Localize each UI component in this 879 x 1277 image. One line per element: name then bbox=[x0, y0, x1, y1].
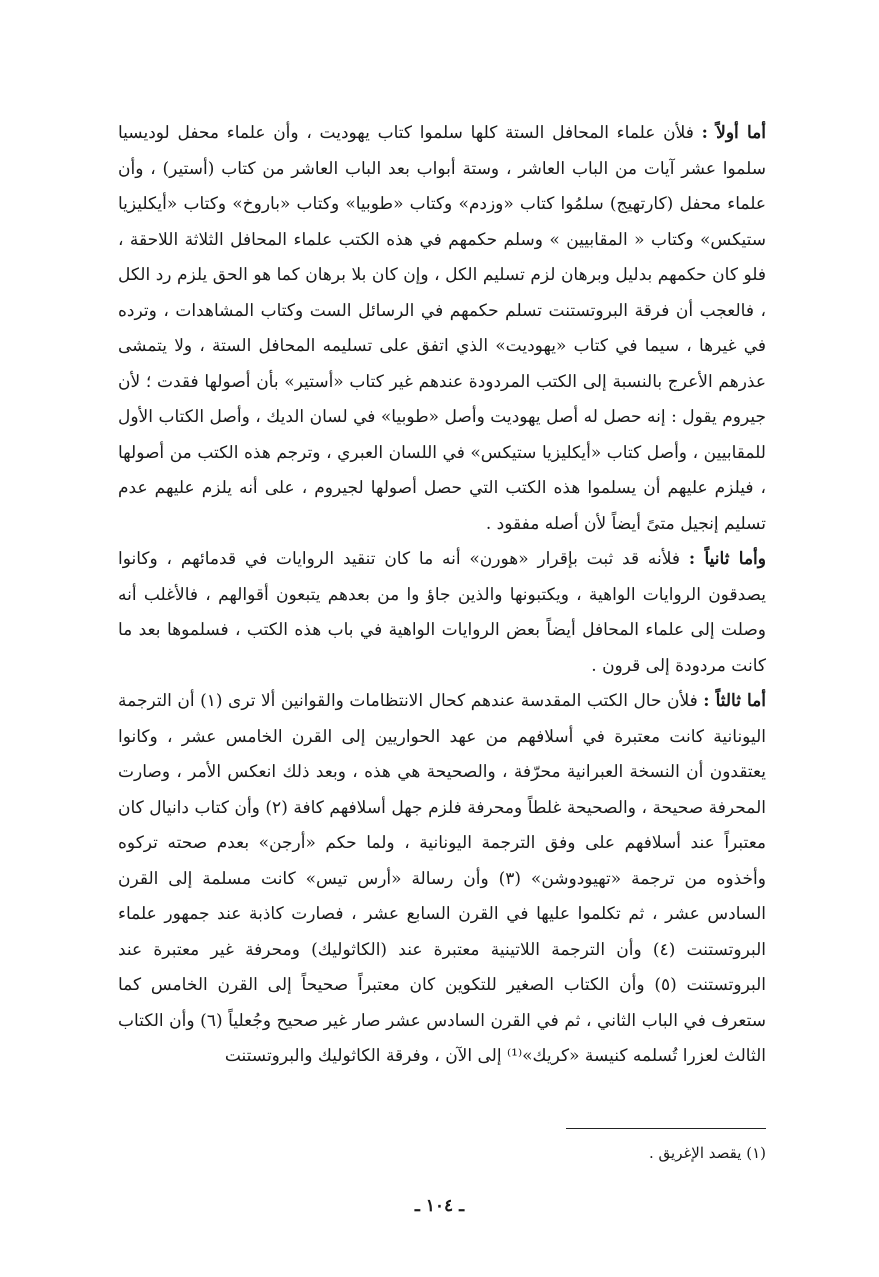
page-number: ـ ١٠٤ ـ bbox=[414, 1196, 465, 1216]
paragraph-text: فلأن علماء المحافل الستة كلها سلموا كتاب يهوديت ، وأن علماء محفل لوديسيا سلموا عشر آيات من الباب العاشر ، وستة أبواب بعد الباب العاشر من كتاب (أستير) ، وأن علماء محفل (كارتهيج) سلمُوا كتاب «وزدم» وكتاب «طوبيا» وكتاب «باروخ» وكتاب «أيكليزيا ستيكس» وكتاب « المقابيين » وسلم حكمهم في هذه الكتب علماء المحافل الثلاثة اللاحقة ، فلو كان حكمهم بدليل وبرهان لزم تسليم الكل ، وإن كان بلا برهان كما هو الحق يلزم رد الكل ، فالعجب أن فرقة البروتستنت تسلم حكمهم في الرسائل الست وكتاب المشاهدات ، وترده في غيرها ، سيما في كتاب «يهوديت» الذي اتفق على تسليمه المحافل الستة ، ولا يتمشى عذرهم الأعرج بالنسبة إلى الكتب المردودة عندهم غير كتاب «أستير» بأن أصولها فقدت ؛ لأن جيروم يقول : إنه حصل له أصل يهوديت وأصل «طوبيا» في لسان الديك ، وأصل الكتاب الأول للمقابيين ، وأصل كتاب «أيكليزيا ستيكس» في اللسان العبري ، وترجم هذه الكتب من أصولها ، فيلزم عليهم أن يسلموا هذه الكتب التي حصل أصولها لجيروم ، على أنه يلزم عليهم عدم تسليم إنجيل متىً أيضاً لأن أصله مفقود . bbox=[118, 123, 766, 534]
body-text bbox=[118, 116, 766, 1075]
paragraph-lead: أما أولاً : bbox=[701, 123, 767, 143]
paragraph-third bbox=[118, 684, 766, 1075]
paragraph-second bbox=[118, 542, 766, 684]
paragraph-text: فلأنه قد ثبت بإقرار «هورن» أنه ما كان تنقيد الروايات في قدمائهم ، وكانوا يصدقون الروايات الواهية ، ويكتبونها والذين جاؤ وا من بعدهم يتبعون أقوالهم ، فالأغلب أنه وصلت إلى علماء المحافل أيضاً بعض الروايات الواهية في باب هذه الكتب ، فسلموها بعد ما كانت مردودة إلى قرون . bbox=[118, 549, 766, 676]
paragraph-text: فلأن حال الكتب المقدسة عندهم كحال الانتظامات والقوانين ألا ترى (١) أن الترجمة اليونانية كانت معتبرة في أسلافهم من عهد الحواريين إلى القرن الخامس عشر ، وكانوا يعتقدون أن النسخة العبرانية محرّفة ، والصحيحة هي هذه ، وبعد ذلك انعكس الأمر ، وصارت المحرفة صحيحة ، والصحيحة غلطاً ومحرفة فلزم جهل أسلافهم كافة (٢) وأن كتاب دانيال كان معتبراً عند أسلافهم على وفق الترجمة اليونانية ، ولما حكم «أرجن» بعدم صحته تركوه وأخذوه من ترجمة «تهيودوشن» (٣) وأن رسالة «أرس تيس» كانت مسلمة إلى القرن السادس عشر ، ثم تكلموا عليها في القرن السابع عشر ، فصارت كاذبة عند جمهور علماء البروتستنت (٤) وأن الترجمة اللاتينية معتبرة عند (الكاثوليك) ومحرفة غير معتبرة عند البروتستنت (٥) وأن الكتاب الصغير للتكوين كان معتبراً صحيحاً إلى القرن الخامس كما ستعرف في الباب الثاني ، ثم في القرن السادس عشر صار غير صحيح وجُعلياً (٦) وأن الكتاب الثالث لعزرا تُسلمه كنيسة «كريك»⁽¹⁾ إلى الآن ، وفرقة الكاثوليك والبروتستنت bbox=[118, 691, 766, 1066]
paragraph-first bbox=[118, 116, 766, 542]
paragraph-lead: وأما ثانياً : bbox=[688, 549, 766, 569]
footnote: (١) يقصد الإغريق . bbox=[648, 1144, 766, 1162]
footnote-divider bbox=[566, 1128, 766, 1129]
paragraph-lead: أما ثالثاً : bbox=[703, 691, 766, 711]
